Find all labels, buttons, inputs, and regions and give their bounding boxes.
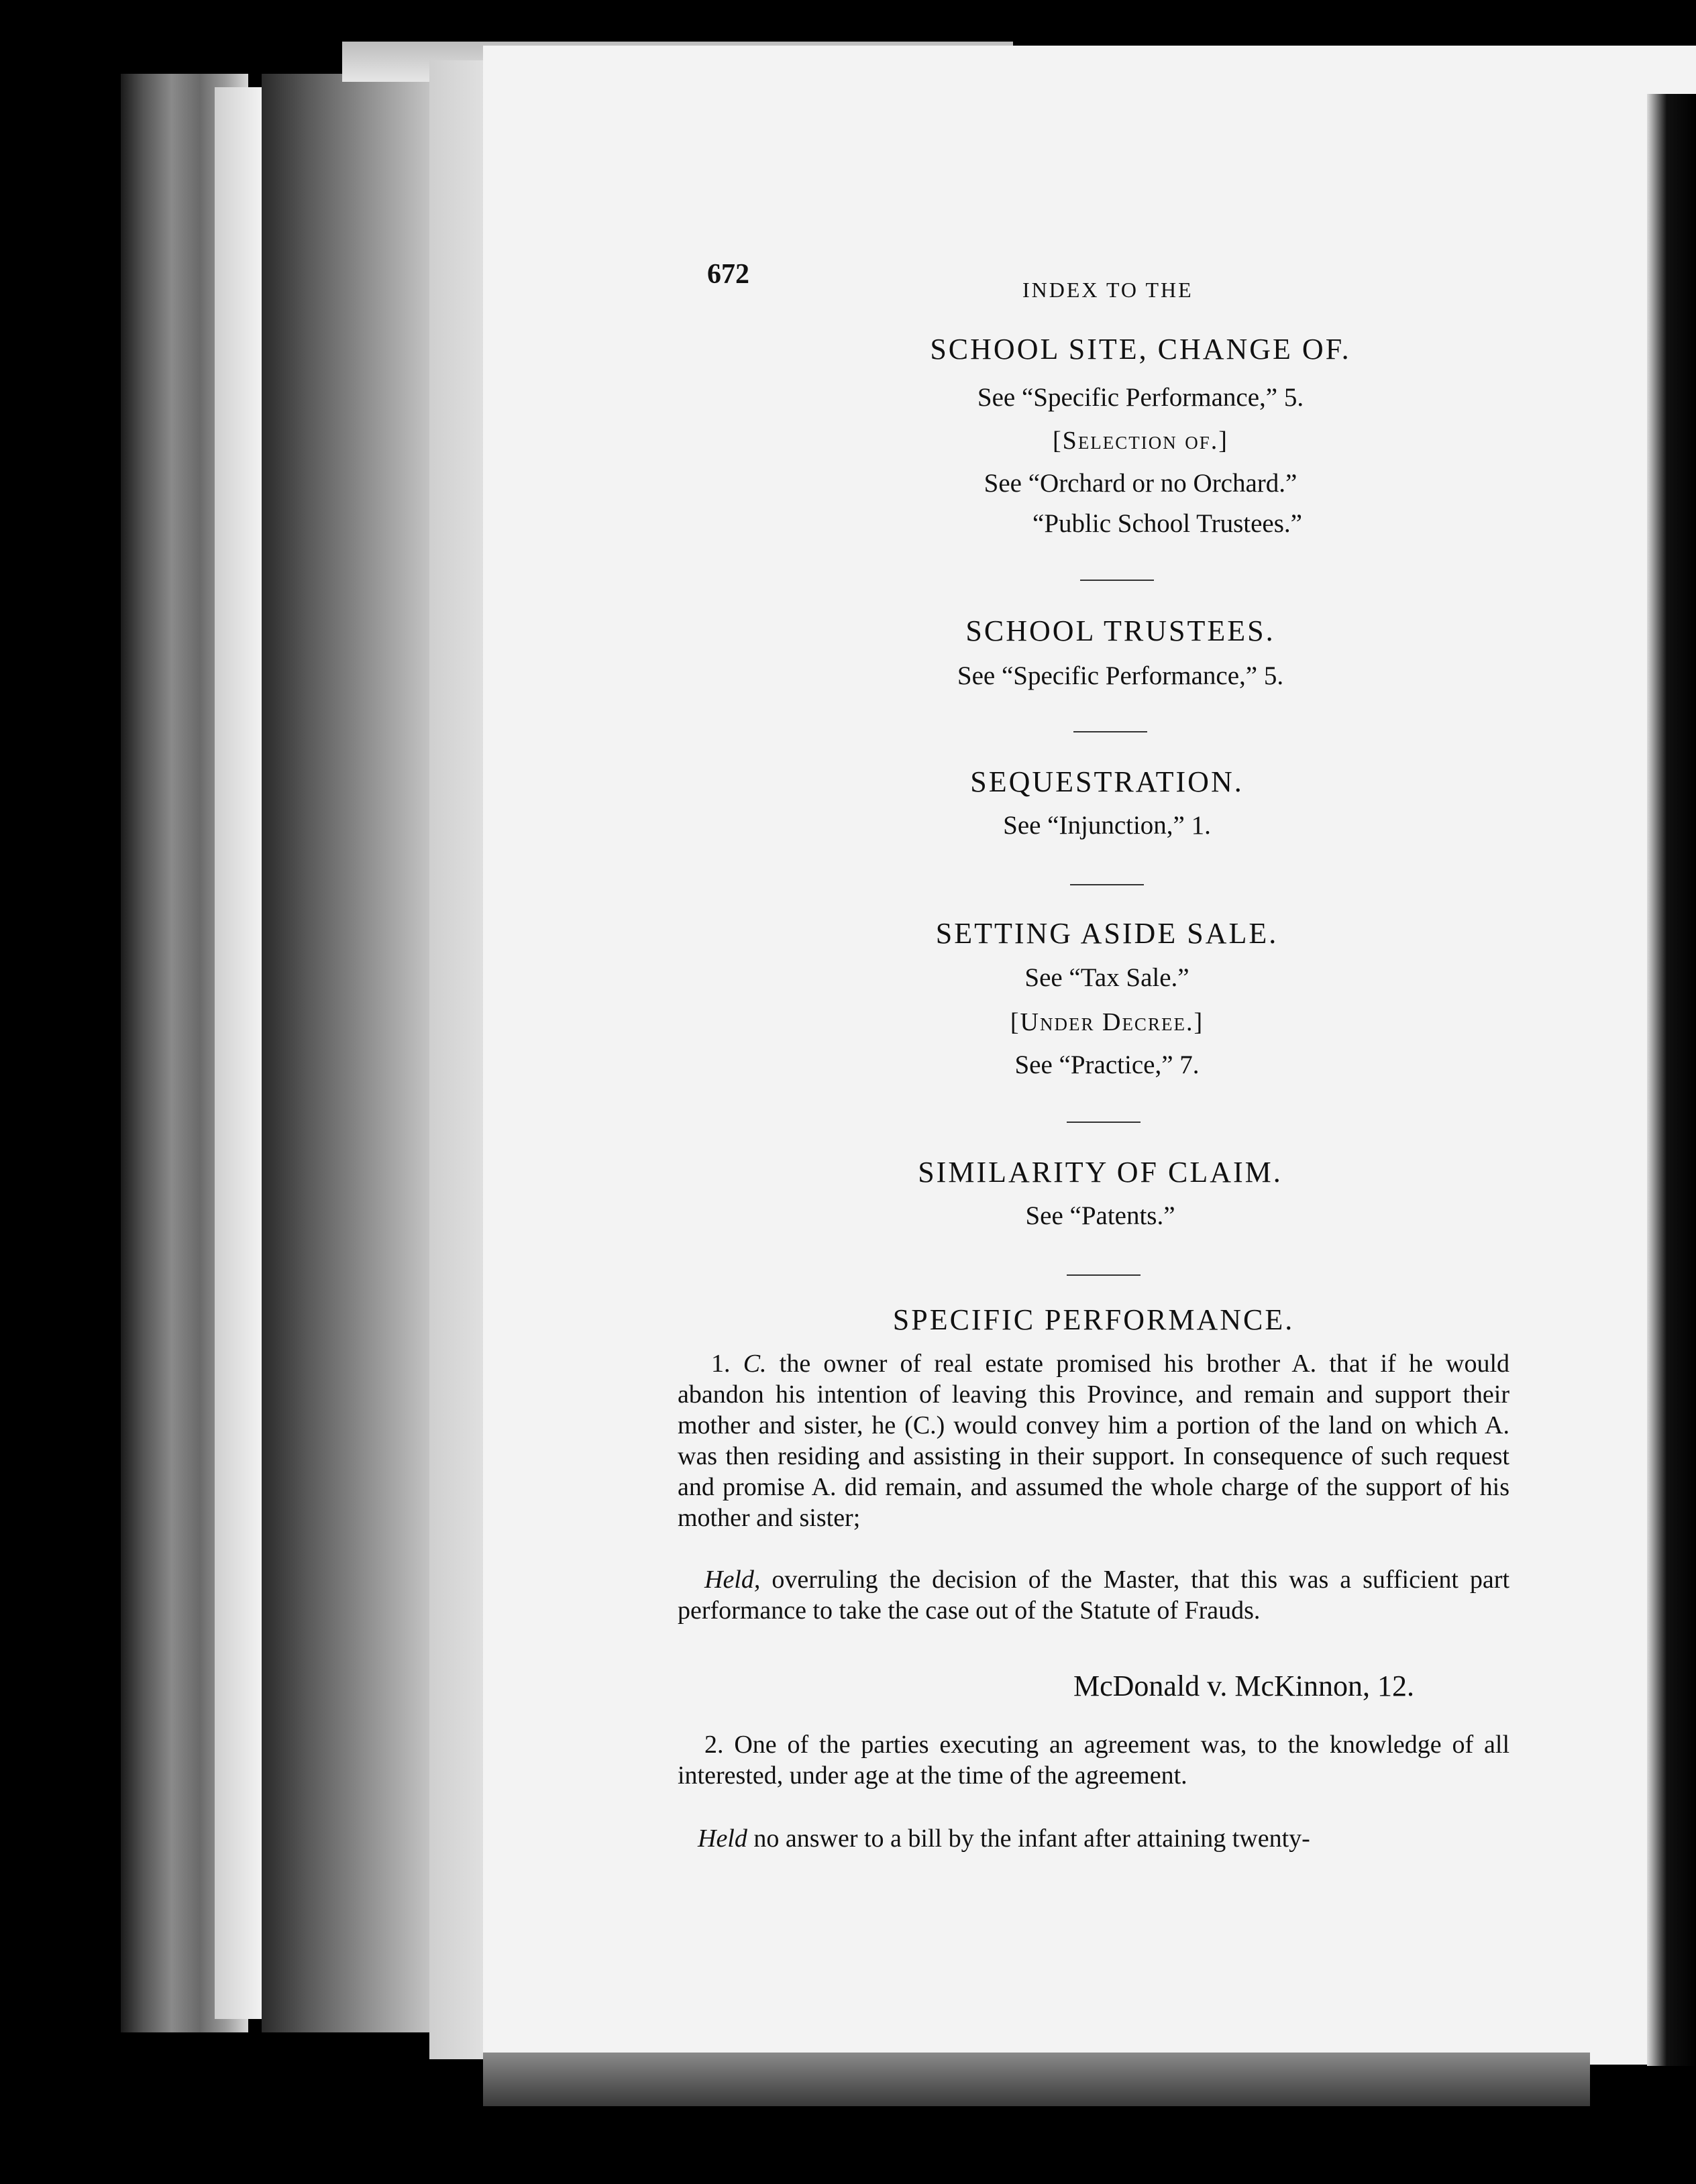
divider-rule xyxy=(1080,580,1154,581)
entry-heading: SETTING ASIDE SALE. xyxy=(935,917,1279,950)
entry-see-line: See “Patents.” xyxy=(1025,1201,1175,1230)
entry-heading: SEQUESTRATION. xyxy=(970,765,1244,798)
page-number: 672 xyxy=(707,259,749,290)
book-page-edges xyxy=(262,74,449,2032)
paragraph-text: the owner of real estate promised his brother A. that if he would abandon his intention of leaving this Province, and remain and support their mother and sister, he (C.) would convey him a portion of the land on which A. was then residing and assisting in their support. In consequence of such request and promise A. did remain, and assumed the whole charge of the support of his mother and sister; xyxy=(678,1350,1510,1532)
entry-heading: SCHOOL SITE, CHANGE OF. xyxy=(930,333,1351,366)
entry-see-line: See “Injunction,” 1. xyxy=(1003,811,1211,840)
running-head: INDEX TO THE xyxy=(1022,278,1194,302)
held-label: Held, xyxy=(704,1566,761,1594)
book-fore-edge-inner xyxy=(215,87,262,2019)
divider-rule xyxy=(1067,1122,1141,1123)
entry-see-line: “Public School Trustees.” xyxy=(1032,509,1302,538)
entry-see-line: See “Orchard or no Orchard.” xyxy=(984,469,1297,498)
page-bottom-shadow xyxy=(483,2053,1590,2106)
divider-rule xyxy=(1067,1274,1141,1276)
page-right-edge xyxy=(1647,94,1696,2066)
paragraph-number: 1. xyxy=(711,1350,731,1378)
entry-see-line: See “Tax Sale.” xyxy=(1024,963,1189,992)
held-paragraph xyxy=(678,1564,1509,1626)
entry-heading: SCHOOL TRUSTEES. xyxy=(965,614,1275,647)
entry-heading: SPECIFIC PERFORMANCE. xyxy=(892,1303,1295,1336)
entry-subheading: [Under Decree.] xyxy=(1010,1008,1204,1036)
case-citation: McDonald v. McKinnon, 12. xyxy=(1073,1670,1414,1702)
entry-heading: SIMILARITY OF CLAIM. xyxy=(918,1156,1283,1189)
entry-see-line: See “Specific Performance,” 5. xyxy=(957,661,1284,690)
held-paragraph xyxy=(678,1823,1509,1854)
party-name: C. xyxy=(743,1350,767,1378)
body-paragraph: 2. One of the parties executing an agreement was, to the knowledge of all interested, under age at the time of the agreement. xyxy=(678,1731,1509,1790)
held-label: Held xyxy=(698,1824,747,1853)
divider-rule xyxy=(1073,731,1147,732)
held-text: no answer to a bill by the infant after attaining twenty- xyxy=(753,1824,1310,1853)
entry-subheading: [Selection of.] xyxy=(1053,427,1228,455)
held-text: overruling the decision of the Master, that this was a sufficient part performance to take the case out of the Statute of Frauds. xyxy=(678,1566,1509,1625)
divider-rule xyxy=(1070,884,1144,885)
entry-see-line: See “Practice,” 7. xyxy=(1014,1050,1200,1079)
body-paragraph xyxy=(678,1348,1509,1533)
entry-see-line: See “Specific Performance,” 5. xyxy=(977,383,1304,412)
